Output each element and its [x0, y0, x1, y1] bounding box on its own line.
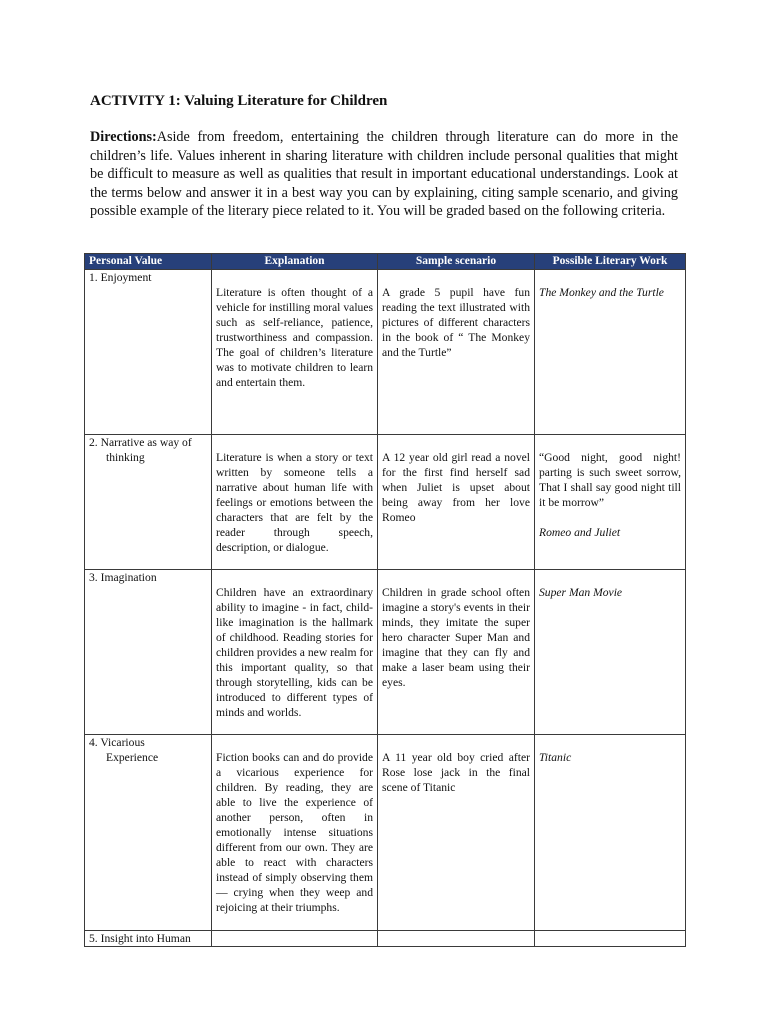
directions-paragraph: [90, 128, 678, 221]
explanation-cell: [212, 570, 378, 735]
scenario-text: A 12 year old girl read a novel for the first find herself sad when Juliet is upset about being away from her love Romeo: [382, 451, 530, 524]
personal-value-cell: [85, 735, 212, 931]
scenario-cell: [378, 735, 535, 931]
criteria-table: [84, 253, 686, 947]
scenario-text: Children in grade school often imagine a story's events in their minds, they imitate the super hero character Super Man and imagine that they can fly and make a laser beam using their eyes.: [382, 586, 530, 689]
literary-work-cell: [535, 435, 686, 570]
table-row: [85, 735, 686, 931]
directions-text: Aside from freedom, entertaining the children through literature can do more in the children’s life. Values inherent in sharing literature with children include personal qualities that might be difficult to measure as well as qualities that result in important educational understandings. Look at the terms below and answer it in a best way you can by explaining, citing sample scenario, and giving possible example of the literary piece related to it. You will be graded based on the following criteria.: [90, 129, 678, 220]
personal-value-label-continued: thinking: [106, 451, 145, 464]
literary-work-title: Romeo and Juliet: [539, 526, 621, 539]
literary-work-text: The Monkey and the Turtle: [539, 286, 664, 299]
explanation-text: Literature is often thought of a vehicle for instilling moral values such as self-reliance, patience, trustworthiness and compassion. The goal of children’s literature was to motivate children to learn and entertain them.: [216, 286, 373, 389]
personal-value-label: 2. Narrative as way of: [89, 436, 192, 449]
header-sample-scenario: Sample scenario: [378, 254, 535, 270]
explanation-cell: [212, 435, 378, 570]
table-row: [85, 570, 686, 735]
explanation-cell: [212, 931, 378, 947]
header-personal-value: Personal Value: [85, 254, 212, 270]
explanation-text: Children have an extraordinary ability to imagine - in fact, child-like imagination is the hallmark of childhood. Reading stories for children provides a new realm for this important quality, so that through storytelling, kids can be introduced to different types of minds and worlds.: [216, 586, 373, 719]
explanation-text: Fiction books can and do provide a vicarious experience for children. By reading, they are able to live the experience of another person, often in emotionally intense situations different from our own. They are able to react with characters instead of simply observing them — crying when they weep and rejoicing at their triumphs.: [216, 751, 373, 914]
literary-work-cell: [535, 735, 686, 931]
explanation-cell: [212, 270, 378, 435]
literary-work-text: Super Man Movie: [539, 586, 623, 599]
literary-work-cell: [535, 931, 686, 947]
personal-value-label: 1. Enjoyment: [89, 271, 152, 284]
personal-value-cell: [85, 931, 212, 947]
literary-work-text: Titanic: [539, 751, 572, 764]
scenario-cell: [378, 570, 535, 735]
scenario-text: A grade 5 pupil have fun reading the text illustrated with pictures of different characters in the book of “ The Monkey and the Turtle”: [382, 286, 530, 359]
personal-value-cell: [85, 270, 212, 435]
header-possible-literary-work: Possible Literary Work: [535, 254, 686, 270]
scenario-cell: [378, 931, 535, 947]
literary-work-cell: [535, 570, 686, 735]
table-row: [85, 435, 686, 570]
personal-value-label: 5. Insight into Human: [89, 932, 191, 945]
personal-value-cell: [85, 435, 212, 570]
header-explanation: Explanation: [212, 254, 378, 270]
table-row: [85, 270, 686, 435]
scenario-text: A 11 year old boy cried after Rose lose jack in the final scene of Titanic: [382, 751, 530, 794]
scenario-cell: [378, 435, 535, 570]
literary-work-cell: [535, 270, 686, 435]
personal-value-label: 4. Vicarious: [89, 736, 145, 749]
explanation-text: Literature is when a story or text written by someone tells a narrative about human life with feelings or emotions between the characters that are felt by the reader through speech, description, or dialogue.: [216, 451, 373, 554]
personal-value-label: 3. Imagination: [89, 571, 157, 584]
explanation-cell: [212, 735, 378, 931]
personal-value-cell: [85, 570, 212, 735]
activity-title: ACTIVITY 1: Valuing Literature for Children: [90, 93, 388, 109]
table-row: [85, 931, 686, 947]
scenario-cell: [378, 270, 535, 435]
directions-label: Directions:: [90, 129, 157, 145]
literary-work-quote: “Good night, good night! parting is such sweet sorrow, That I shall say good night till it be morrow”: [539, 451, 681, 509]
personal-value-label-continued: Experience: [106, 751, 159, 764]
table-header-row: [85, 254, 686, 270]
